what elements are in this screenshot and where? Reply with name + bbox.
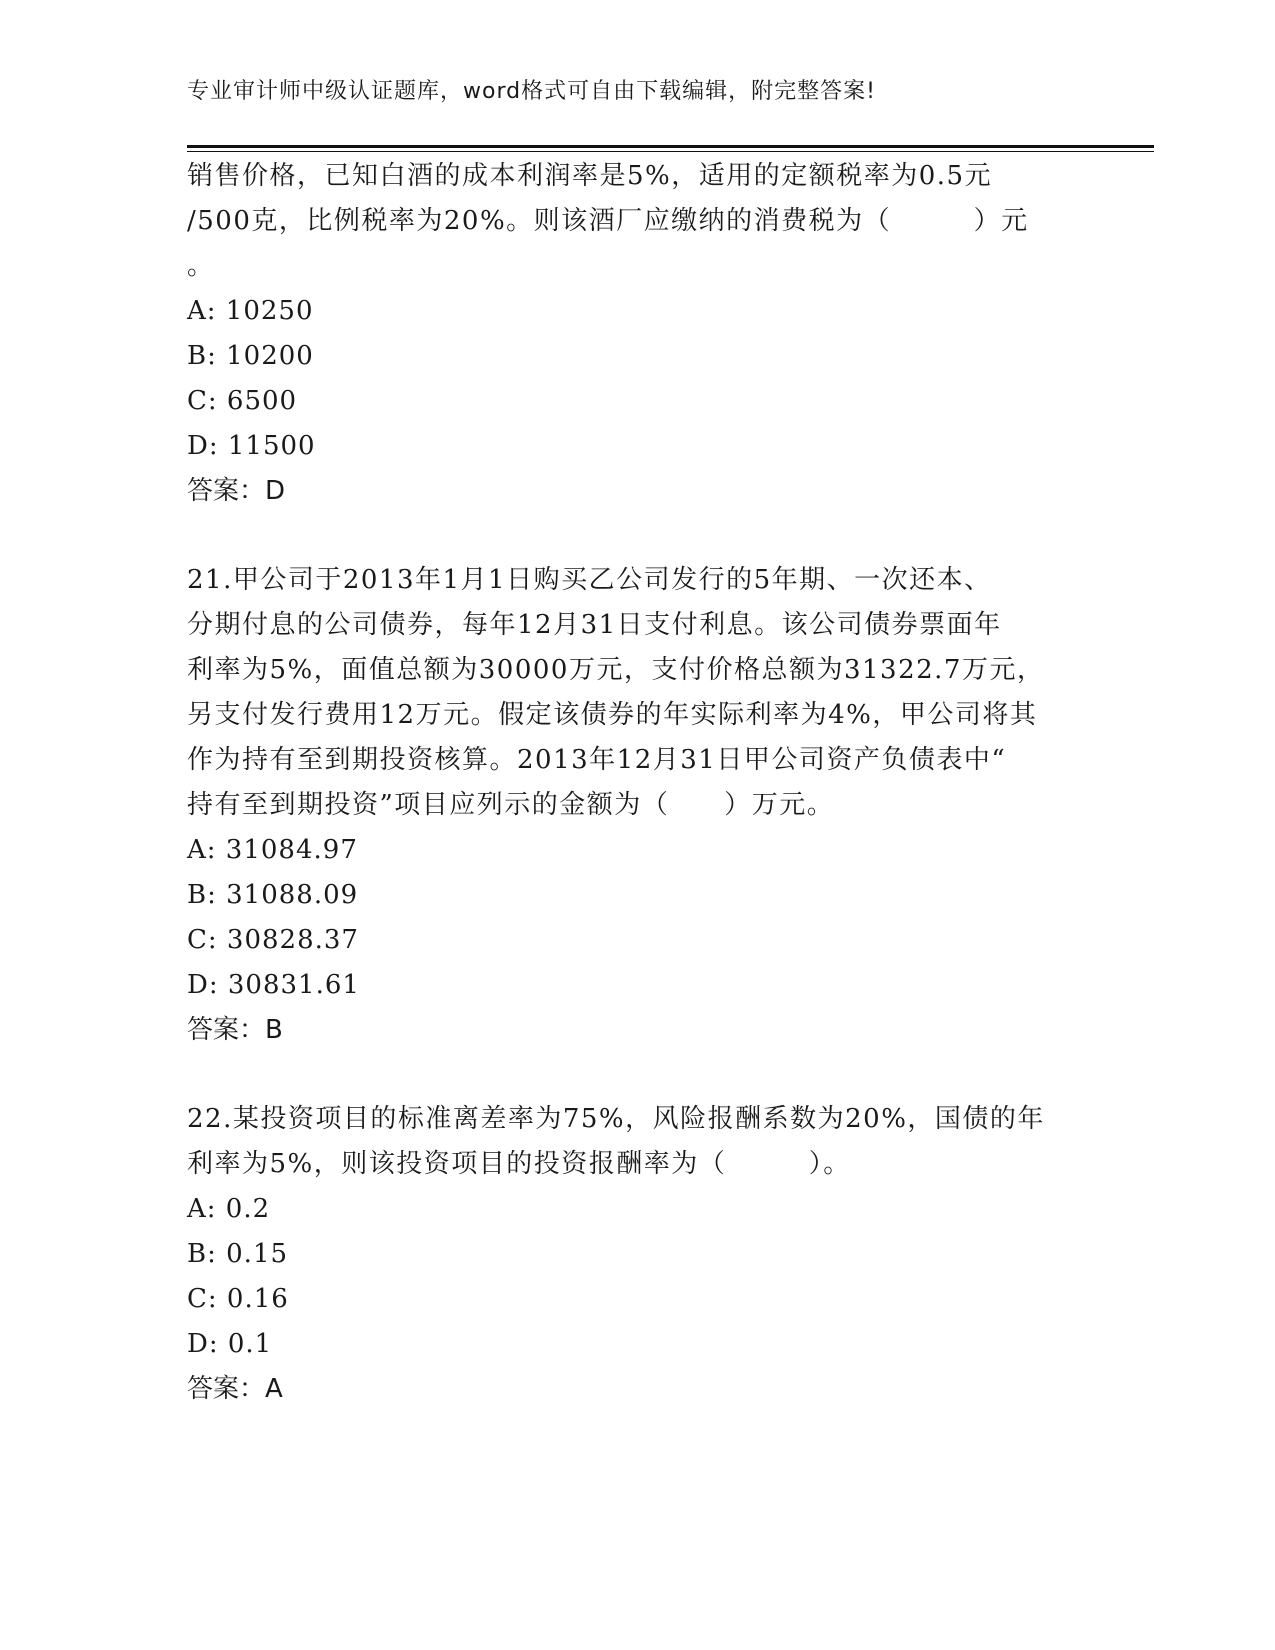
option-a: A: 31084.97 (187, 835, 358, 865)
page-header: 专业审计师中级认证题库，word格式可自由下载编辑，附完整答案! (187, 79, 876, 104)
header-rule-thin (187, 151, 1154, 152)
option-a: A: 10250 (187, 296, 314, 326)
question-block (187, 154, 1117, 514)
option-d: D: 11500 (187, 431, 316, 461)
question-text-line: 利率为5%，面值总额为30000万元，支付价格总额为31322.7万元， (187, 655, 1045, 685)
answer-line: 答案：A (187, 1374, 283, 1404)
option-b: B: 10200 (187, 341, 314, 371)
question-list (187, 154, 1117, 1412)
option-b: B: 0.15 (187, 1239, 289, 1269)
answer-line: 答案：B (187, 1015, 283, 1045)
question-block (187, 1097, 1117, 1412)
question-text-line: 销售价格，已知白酒的成本利润率是5%，适用的定额税率为0.5元 (187, 161, 993, 191)
option-c: C: 0.16 (187, 1284, 289, 1314)
option-b: B: 31088.09 (187, 880, 359, 910)
question-text-line: 。 (187, 251, 215, 281)
question-block (187, 558, 1117, 1053)
header-rule-thick (187, 145, 1154, 148)
option-a: A: 0.2 (187, 1194, 271, 1224)
option-d: D: 30831.61 (187, 970, 360, 1000)
question-text-line: /500克，比例税率为20%。则该酒厂应缴纳的消费税为（ ）元 (187, 206, 1029, 236)
question-text-line: 22.某投资项目的标准离差率为75%，风险报酬系数为20%，国债的年 (187, 1104, 1045, 1134)
question-text-line: 分期付息的公司债券，每年12月31日支付利息。该公司债券票面年 (187, 610, 1002, 640)
question-text-line: 利率为5%，则该投资项目的投资报酬率为（ ）。 (187, 1149, 851, 1179)
option-c: C: 6500 (187, 386, 298, 416)
answer-line: 答案：D (187, 476, 286, 506)
question-text-line: 21.甲公司于2013年1月1日购买乙公司发行的5年期、一次还本、 (187, 565, 992, 595)
option-d: D: 0.1 (187, 1329, 273, 1359)
option-c: C: 30828.37 (187, 925, 359, 955)
question-text-line: 作为持有至到期投资核算。2013年12月31日甲公司资产负债表中“ (187, 745, 1007, 775)
question-text-line: 另支付发行费用12万元。假定该债券的年实际利率为4%，甲公司将其 (187, 700, 1038, 730)
question-text-line: 持有至到期投资”项目应列示的金额为（ ）万元。 (187, 790, 835, 820)
